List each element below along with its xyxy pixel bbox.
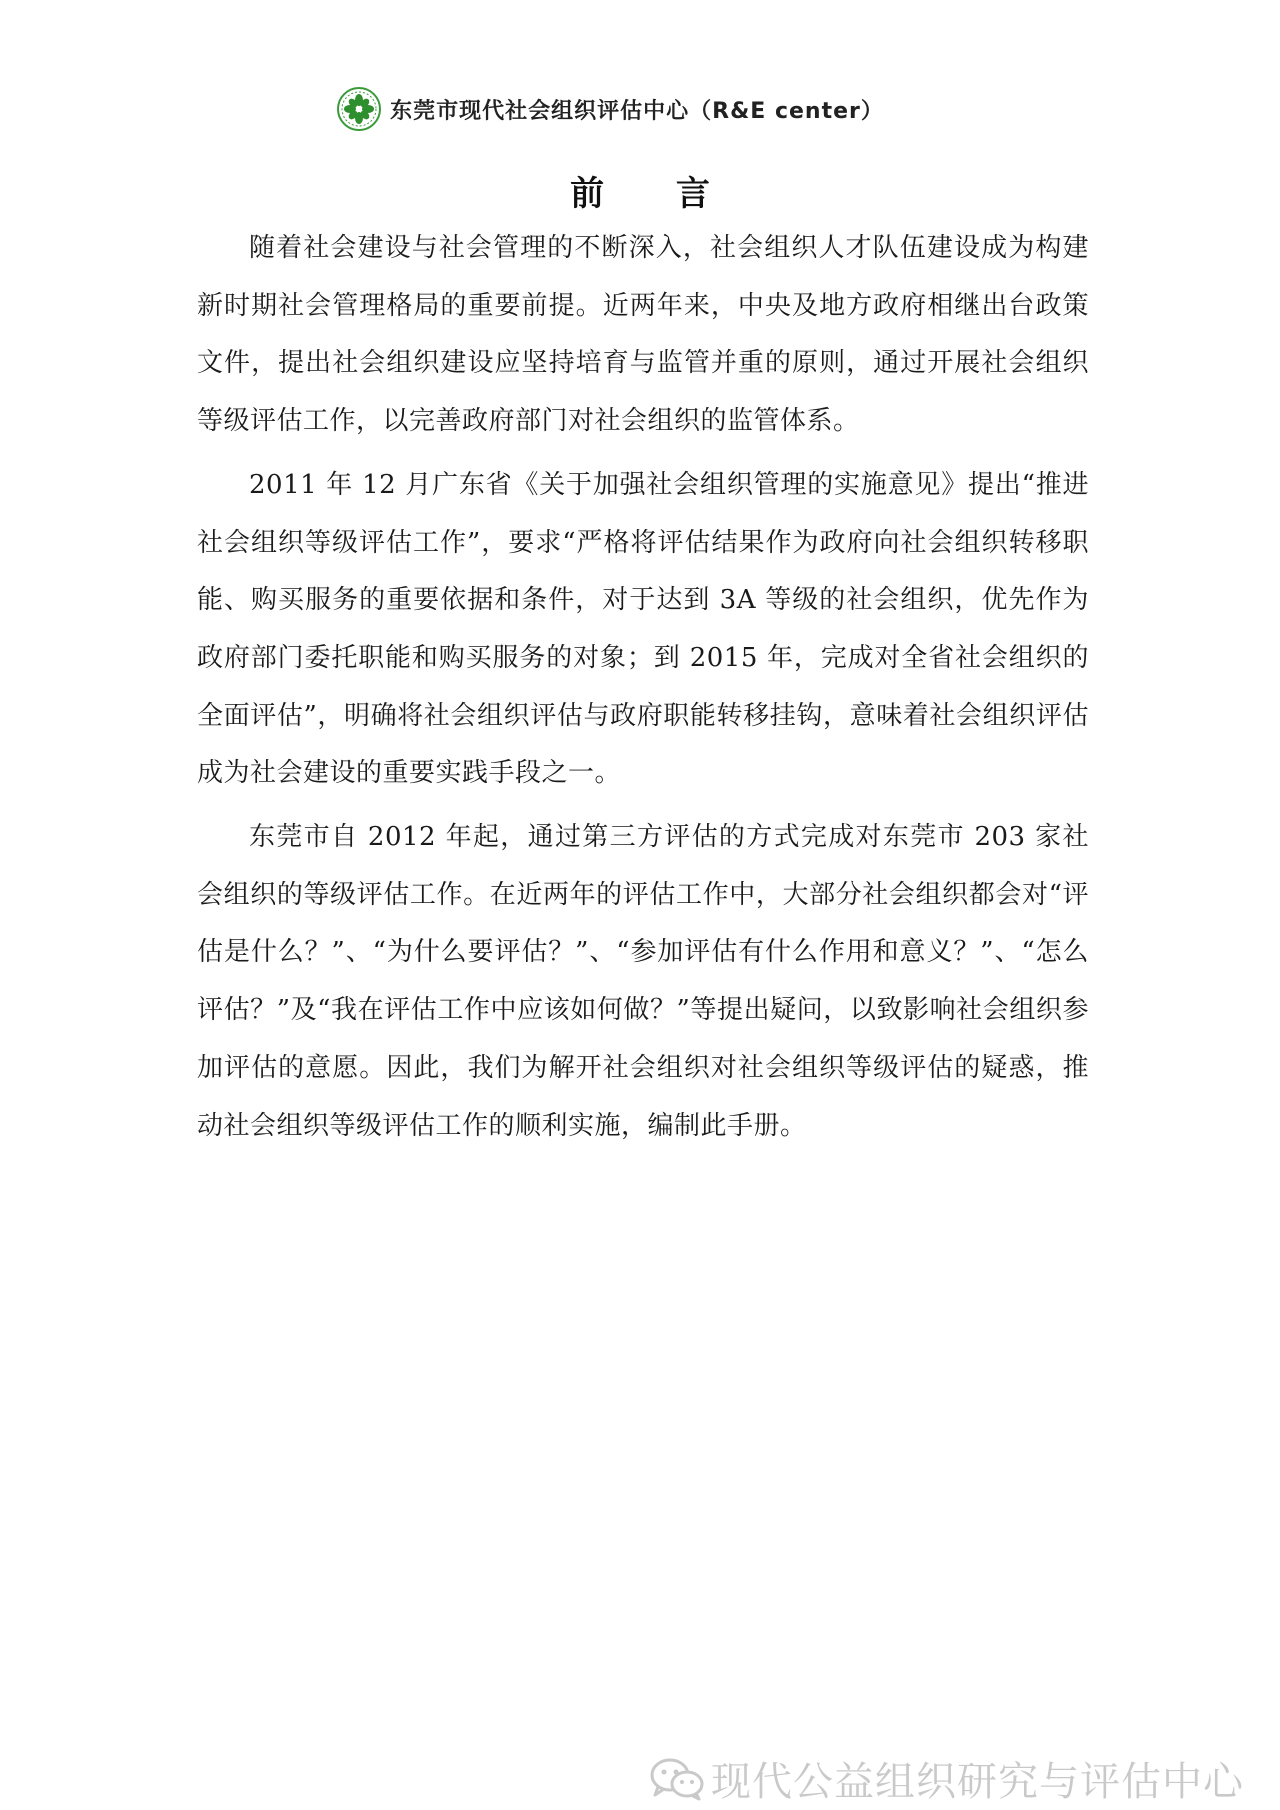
watermark-text: 现代公益组织研究与评估中心 [711, 1759, 1244, 1805]
paragraph-3: 东莞市自 2012 年起，通过第三方评估的方式完成对东莞市 203 家社会组织的等级评估工作。在近两年的评估工作中，大部分社会组织都会对“评估是什么？”、“为什么要评估？”、“参加评估有什么作用和意义？”、“怎么评估？”及“我在评估工作中应该如何做？”等提出疑问，以致影响社会组织参加评估的意愿。因此，我们为解开社会组织对社会组织等级评估的疑惑，推动社会组织等级评估工作的顺利实施，编制此手册。 [197, 822, 1089, 1141]
page-title: 前 言 [570, 174, 740, 214]
paragraph-2: 2011 年 12 月广东省《关于加强社会组织管理的实施意见》提出“推进社会组织等级评估工作”，要求“严格将评估结果作为政府向社会组织转移职能、购买服务的重要依据和条件，对于达到 3A 等级的社会组织，优先作为政府部门委托职能和购买服务的对象；到 2015 年，完成对全省社会组织的全面评估”，明确将社会组织评估与政府职能转移挂钩，意味着社会组织评估成为社会建设的重要实践手段之一。 [197, 469, 1089, 789]
document-body [197, 220, 1089, 1161]
page-header [0, 84, 1280, 134]
wechat-icon [649, 1756, 705, 1802]
watermark [649, 1750, 1244, 1807]
paragraph-1: 随着社会建设与社会管理的不断深入，社会组织人才队伍建设成为构建新时期社会管理格局的重要前提。近两年来，中央及地方政府相继出台政策文件，提出社会组织建设应坚持培育与监管并重的原则，通过开展社会组织等级评估工作，以完善政府部门对社会组织的监管体系。 [197, 233, 1089, 437]
organization-name: 东莞市现代社会组织评估中心（R&E center） [390, 98, 884, 124]
green-leaf-seal-icon [336, 86, 382, 132]
